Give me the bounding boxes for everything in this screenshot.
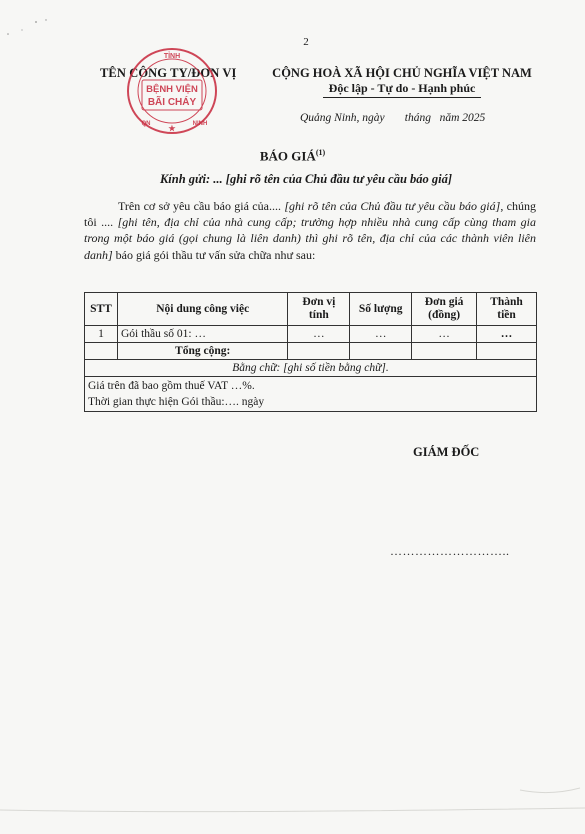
salutation — [0, 172, 585, 187]
body-part-2: [ghi rõ tên của Chủ đầu tư yêu cầu báo giá] — [284, 199, 501, 213]
table-cell-quantity: … — [350, 326, 412, 343]
table-total-row — [85, 343, 537, 360]
body-part-4: [ghi tên, địa chỉ của nhà cung cấp; trường hợp nhiều nhà cung cấp cùng tham gia trong một báo giá (gọi chung là liên danh) thì ghi rõ tên, địa chỉ của các thành viên liên danh] — [84, 215, 537, 262]
table-cell-stt: 1 — [85, 326, 118, 343]
stamp-line2: BÃI CHÁY — [147, 97, 197, 108]
signature-placeholder: ……………………….. — [390, 544, 510, 558]
vat-note: Giá trên đã bao gồm thuế VAT …%. — [88, 380, 255, 392]
date-line: Quảng Ninh, ngày tháng năm 2025 — [300, 112, 486, 124]
salutation-recipient: [ghi rõ tên của Chủ đầu tư yêu cầu báo giá] — [225, 172, 453, 186]
table-header-stt: STT — [85, 293, 118, 326]
table-header-unit: Đơn vị tính — [288, 293, 350, 326]
title-text: BÁO GIÁ — [259, 148, 316, 164]
body-part-5: báo giá gói thầu tư vấn sửa chữa như sau: — [112, 247, 316, 262]
table-row — [85, 326, 537, 343]
table-notes-row — [85, 377, 537, 412]
quotation-table — [84, 292, 537, 412]
table-words-row — [85, 360, 537, 377]
table-header-amount: Thành tiền — [477, 293, 537, 326]
table-header-content: Nội dung công việc — [117, 293, 287, 326]
table-cell-amount: … — [477, 326, 537, 343]
total-label: Tổng cộng: — [117, 343, 287, 360]
table-header-quantity: Số lượng — [350, 293, 412, 326]
table-cell-content: Gói thầu số 01: … — [117, 326, 287, 343]
svg-text:★: ★ — [168, 124, 176, 133]
motto-underline — [323, 97, 481, 98]
stamp-bottom-right: NINH — [192, 121, 208, 127]
stamp-bottom-left: QN — [141, 121, 151, 127]
table-header-unit-price: Đơn giá (đồng) — [412, 293, 477, 326]
title-footnote-mark: (1) — [315, 148, 326, 157]
time-note: Thời gian thực hiện Gói thầu:…. ngày — [88, 396, 265, 408]
body-paragraph — [84, 198, 536, 263]
body-part-1: Trên cơ sở yêu cầu báo giá của.... — [118, 199, 285, 213]
seal-stamp-icon — [124, 45, 220, 137]
page-number: 2 — [303, 36, 309, 48]
stamp-top-text: TỈNH — [163, 53, 181, 60]
body-part-3: , chúng tôi .... — [84, 199, 536, 230]
salutation-prefix: Kính gửi: ... — [159, 172, 226, 186]
table-cell-unit: … — [288, 326, 350, 343]
amount-in-words: Bằng chữ: [ghi số tiền bằng chữ]. — [85, 360, 537, 377]
national-motto: Độc lập - Tự do - Hạnh phúc — [328, 81, 476, 95]
national-title: CỘNG HOÀ XÃ HỘI CHỦ NGHĨA VIỆT NAM — [272, 66, 532, 80]
stamp-line1: BỆNH VIỆN — [146, 84, 198, 95]
table-header-row — [85, 293, 537, 326]
table-cell-unit-price: … — [412, 326, 477, 343]
signature-title: GIÁM ĐỐC — [413, 445, 480, 459]
organization-name: TÊN CÔNG TY/ĐƠN VỊ — [100, 66, 237, 80]
document-title — [0, 148, 585, 164]
